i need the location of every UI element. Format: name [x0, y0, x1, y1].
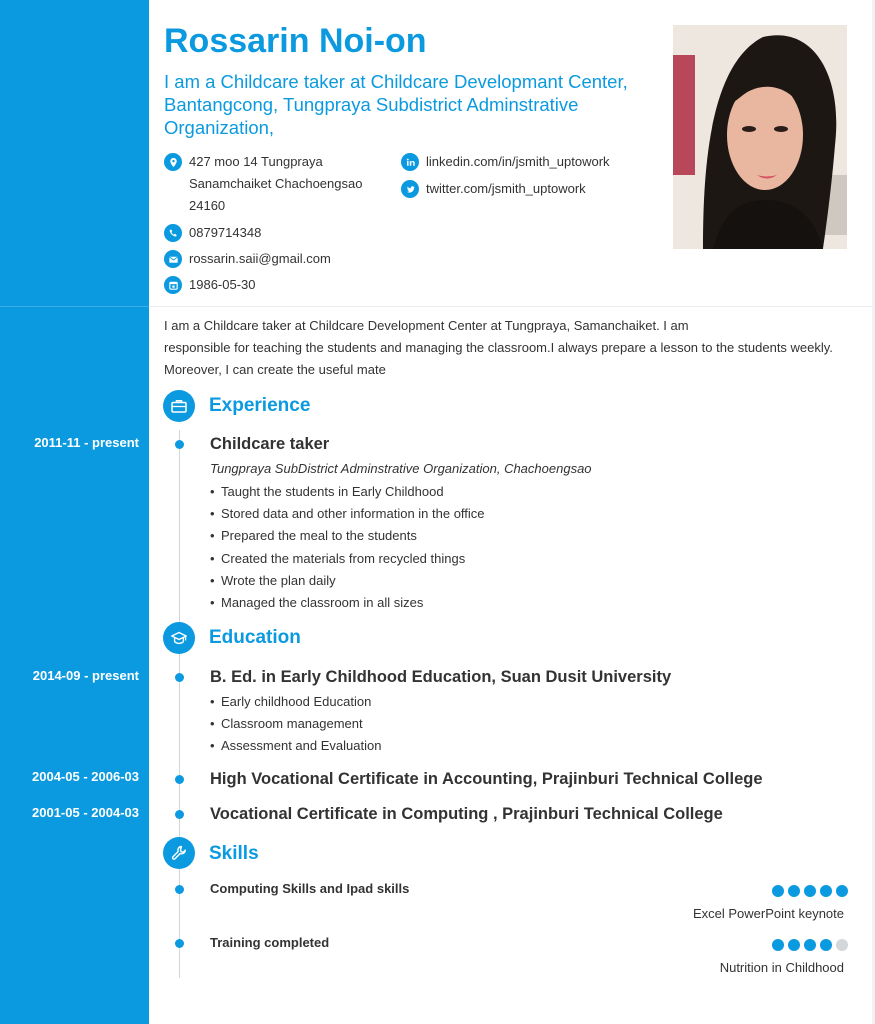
summary-line-1: I am a Childcare taker at Childcare Development Center at Tungpraya, Samanchaiket. I am [164, 318, 689, 333]
list-item: • Managed the classroom in all sizes [210, 592, 485, 614]
job-organization: Tungpraya SubDistrict Adminstrative Organization, Chachoengsao [210, 461, 592, 476]
summary-line-2: responsible for teaching the students and managing the classroom.I always prepare a lesson to the students weekly. [164, 340, 833, 355]
phone-number[interactable]: 0879714348 [189, 225, 262, 240]
address-line-3: 24160 [189, 198, 226, 213]
job-title: Childcare taker [210, 435, 330, 453]
contact-address [164, 151, 362, 217]
contact-linkedin [401, 151, 610, 173]
mail-icon [164, 250, 182, 268]
graduation-cap-icon [163, 622, 195, 654]
timeline-line [179, 430, 180, 978]
list-item: • Assessment and Evaluation [210, 735, 381, 757]
skills-heading: Skills [209, 843, 259, 864]
phone-icon [164, 224, 182, 242]
timeline-dot [175, 673, 184, 682]
timeline-dot [175, 440, 184, 449]
contact-phone [164, 222, 261, 244]
wrench-icon [163, 837, 195, 869]
education-date: 2004-05 - 2006-03 [32, 769, 139, 784]
list-item: • Classroom management [210, 713, 381, 735]
skill-detail: Nutrition in Childhood [719, 960, 844, 975]
rating-dot-filled [820, 939, 832, 951]
contact-twitter [401, 178, 586, 200]
degree-details [210, 691, 381, 758]
list-item: • Prepared the meal to the students [210, 525, 485, 547]
twitter-link[interactable]: twitter.com/jsmith_uptowork [426, 181, 586, 196]
location-pin-icon [164, 153, 182, 171]
skill-rating [768, 885, 848, 897]
degree-title: B. Ed. in Early Childhood Education, Suan Dusit University [210, 668, 672, 686]
timeline-dot [175, 775, 184, 784]
rating-dot-filled [836, 885, 848, 897]
skill-detail: Excel PowerPoint keynote [692, 906, 844, 921]
candidate-name: Rossarin Noi-on [164, 22, 427, 60]
sidebar [0, 0, 149, 1024]
contact-birthdate [164, 274, 256, 296]
address-line-2: Sanamchaiket Chachoengsao [189, 176, 363, 191]
address-line-1: 427 moo 14 Tungpraya [189, 154, 323, 169]
rating-dot-filled [788, 885, 800, 897]
timeline-dot [175, 885, 184, 894]
sidebar-divider [0, 306, 149, 307]
degree-title: Vocational Certificate in Computing , Prajinburi Technical College [210, 805, 723, 823]
candidate-headline: I am a Childcare taker at Childcare Developmant Center, Bantangcong, Tungpraya Subdistrict Adminstrative Organization, [164, 71, 628, 138]
summary-line-3: Moreover, I can create the useful mate [164, 362, 386, 377]
rating-dot-filled [804, 939, 816, 951]
rating-dot-empty [836, 939, 848, 951]
rating-dot-filled [772, 939, 784, 951]
contact-email [164, 248, 331, 270]
linkedin-link[interactable]: linkedin.com/in/jsmith_uptowork [426, 154, 610, 169]
rating-dot-filled [804, 885, 816, 897]
profile-summary [164, 315, 854, 381]
list-item: • Stored data and other information in the office [210, 503, 485, 525]
skill-name: Computing Skills and Ipad skills [210, 881, 410, 896]
education-date: 2014-09 - present [32, 668, 139, 683]
profile-photo [673, 25, 847, 249]
list-item: • Early childhood Education [210, 691, 381, 713]
experience-date: 2011-11 - present [34, 435, 139, 450]
experience-heading: Experience [209, 395, 311, 416]
rating-dot-filled [820, 885, 832, 897]
briefcase-icon [163, 390, 195, 422]
twitter-bird-icon [401, 180, 419, 198]
education-date: 2001-05 - 2004-03 [32, 805, 139, 820]
degree-title: High Vocational Certificate in Accounting, Prajinburi Technical College [210, 770, 763, 788]
email-address[interactable]: rossarin.saii@gmail.com [189, 251, 331, 266]
list-item: • Created the materials from recycled things [210, 548, 485, 570]
list-item: • Wrote the plan daily [210, 570, 485, 592]
job-duties [210, 481, 485, 614]
rating-dot-filled [788, 939, 800, 951]
header-divider [149, 306, 875, 307]
skill-name: Training completed [210, 935, 330, 950]
timeline-dot [175, 939, 184, 948]
skill-rating [768, 939, 848, 951]
calendar-icon [164, 276, 182, 294]
birth-date: 1986-05-30 [189, 277, 256, 292]
list-item: • Taught the students in Early Childhood [210, 481, 485, 503]
rating-dot-filled [772, 885, 784, 897]
timeline-dot [175, 810, 184, 819]
linkedin-icon [401, 153, 419, 171]
education-heading: Education [209, 627, 301, 648]
